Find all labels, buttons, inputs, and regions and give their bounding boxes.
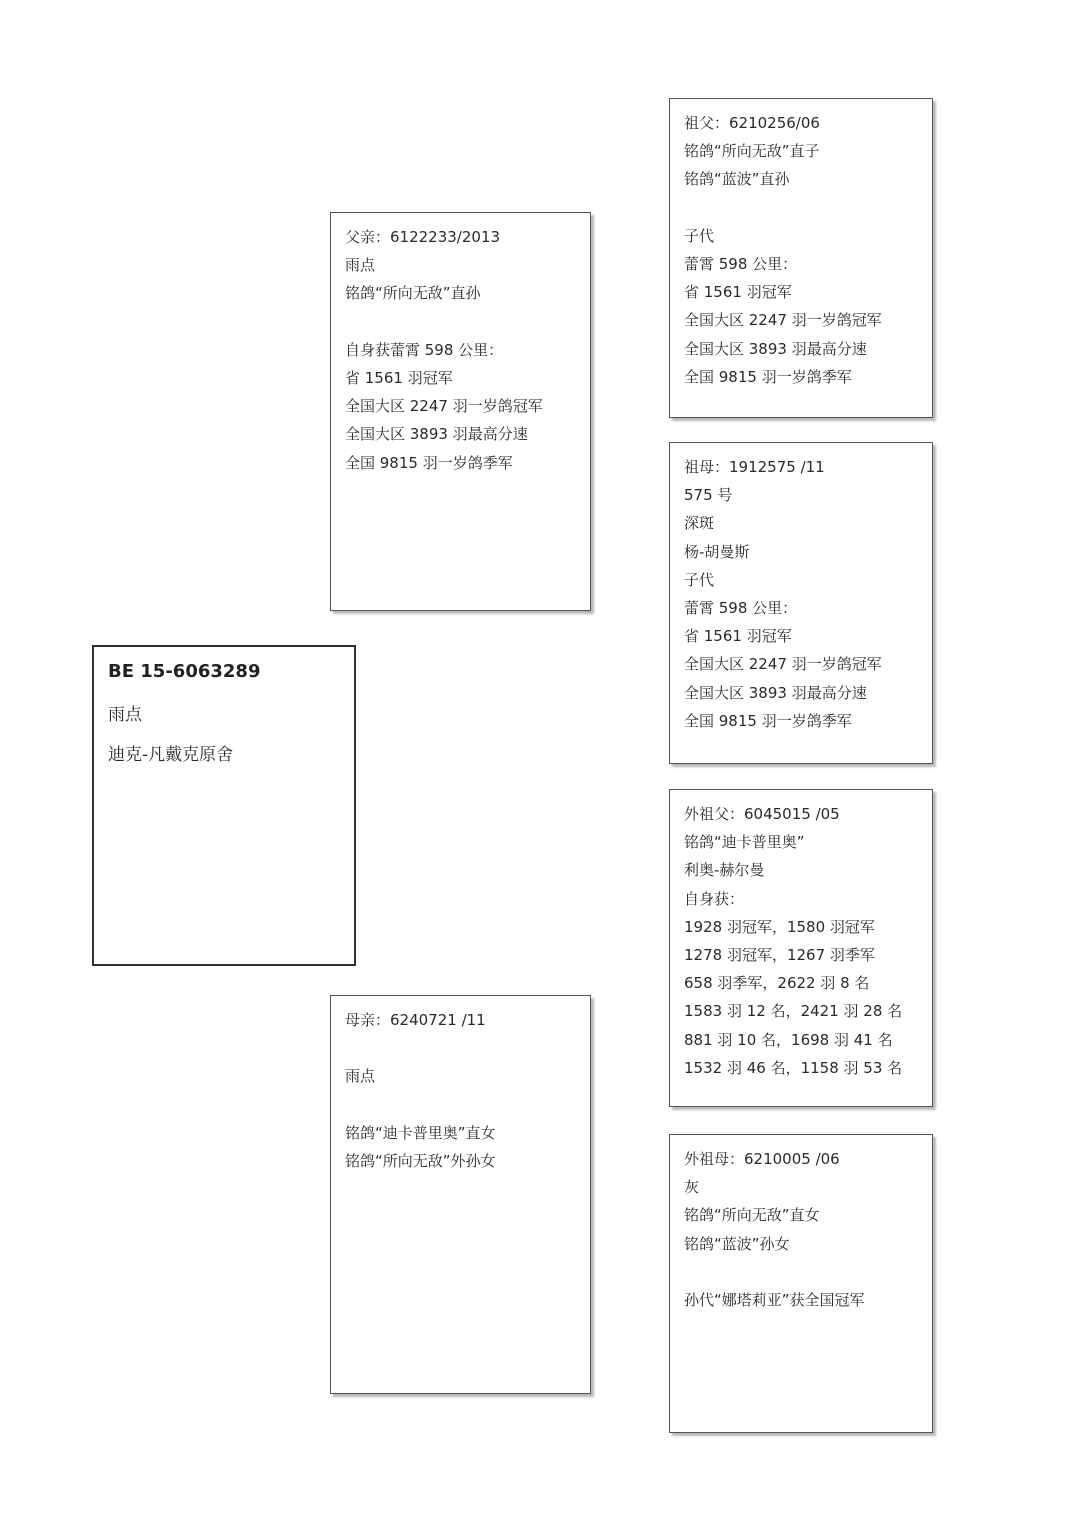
maternal-grandfather-line: 1583 羽 12 名，2421 羽 28 名 xyxy=(684,1002,903,1021)
paternal-grandfather-line: 蕾霄 598 公里： xyxy=(684,254,798,273)
father-line: 省 1561 羽冠军 xyxy=(345,368,453,387)
paternal-grandmother-line: 全国大区 3893 羽最高分速 xyxy=(684,683,867,702)
maternal-grandfather-line: 自身获： xyxy=(684,889,745,908)
maternal-grandmother-line: 孙代“娜塔莉亚”获全国冠军 xyxy=(684,1290,865,1309)
paternal-grandfather-line: 全国大区 2247 羽一岁鸽冠军 xyxy=(684,311,882,330)
mother-line: 雨点 xyxy=(345,1067,376,1086)
paternal-grandmother-line: 全国 9815 羽一岁鸽季军 xyxy=(684,711,852,730)
subject-pigeon-card xyxy=(92,645,356,966)
maternal-grandmother-line: 铭鸽“所向无敌”直女 xyxy=(684,1206,820,1225)
father-line: 自身获蕾霄 598 公里： xyxy=(345,340,504,359)
maternal-grandfather-card xyxy=(669,789,933,1107)
subject-ring-number: BE 15-6063289 xyxy=(108,661,261,682)
mother-line xyxy=(345,1091,576,1119)
paternal-grandmother-line: 省 1561 羽冠军 xyxy=(684,627,792,646)
paternal-grandfather-card xyxy=(669,98,933,418)
paternal-grandmother-line: 深斑 xyxy=(684,514,715,533)
paternal-grandmother-line: 杨-胡曼斯 xyxy=(684,542,750,561)
maternal-grandfather-line: 利奥-赫尔曼 xyxy=(684,861,765,880)
paternal-grandfather-line: 铭鸽“蓝波”直孙 xyxy=(684,170,790,189)
father-line: 父亲：6122233/2013 xyxy=(345,228,501,246)
maternal-grandfather-line: 881 羽 10 名，1698 羽 41 名 xyxy=(684,1030,893,1049)
paternal-grandfather-line: 全国大区 3893 羽最高分速 xyxy=(684,339,867,358)
maternal-grandfather-line: 658 羽季军，2622 羽 8 名 xyxy=(684,974,870,993)
father-line: 铭鸽“所向无敌”直孙 xyxy=(345,284,481,303)
maternal-grandmother-line: 灰 xyxy=(684,1178,700,1197)
paternal-grandmother-card xyxy=(669,442,933,764)
father-line: 雨点 xyxy=(345,256,376,275)
father-line: 全国 9815 羽一岁鸽季军 xyxy=(345,453,513,472)
subject-color: 雨点 xyxy=(108,705,142,725)
father-line: 全国大区 2247 羽一岁鸽冠军 xyxy=(345,397,543,416)
paternal-grandfather-line: 省 1561 羽冠军 xyxy=(684,283,792,302)
paternal-grandfather-line: 铭鸽“所向无敌”直子 xyxy=(684,142,820,161)
father-line: 全国大区 3893 羽最高分速 xyxy=(345,425,528,444)
paternal-grandmother-line: 全国大区 2247 羽一岁鸽冠军 xyxy=(684,655,882,674)
paternal-grandfather-line: 子代 xyxy=(684,226,715,245)
paternal-grandmother-line: 祖母：1912575 /11 xyxy=(684,458,825,476)
maternal-grandfather-line: 外祖父：6045015 /05 xyxy=(684,805,840,823)
paternal-grandfather-line: 全国 9815 羽一岁鸽季军 xyxy=(684,367,852,386)
mother-line: 铭鸽“所向无敌”外孙女 xyxy=(345,1151,496,1170)
mother-card xyxy=(330,995,591,1394)
maternal-grandfather-line: 1278 羽冠军，1267 羽季军 xyxy=(684,945,875,964)
father-line xyxy=(345,308,576,336)
subject-breeder: 迪克-凡戴克原舍 xyxy=(108,745,234,765)
maternal-grandmother-line: 外祖母：6210005 /06 xyxy=(684,1150,840,1168)
paternal-grandfather-line xyxy=(684,194,918,222)
maternal-grandfather-line: 铭鸽“迪卡普里奥” xyxy=(684,833,805,852)
mother-line xyxy=(345,1034,576,1062)
maternal-grandfather-line: 1928 羽冠军，1580 羽冠军 xyxy=(684,917,875,936)
maternal-grandfather-line: 1532 羽 46 名，1158 羽 53 名 xyxy=(684,1058,903,1077)
paternal-grandfather-line: 祖父：6210256/06 xyxy=(684,114,820,132)
maternal-grandmother-line: 铭鸽“蓝波”孙女 xyxy=(684,1234,790,1253)
paternal-grandmother-line: 子代 xyxy=(684,570,715,589)
mother-line: 铭鸽“迪卡普里奥”直女 xyxy=(345,1123,496,1142)
paternal-grandmother-line: 575 号 xyxy=(684,486,733,505)
maternal-grandmother-card xyxy=(669,1134,933,1433)
paternal-grandmother-line: 蕾霄 598 公里： xyxy=(684,598,798,617)
mother-line: 母亲：6240721 /11 xyxy=(345,1011,486,1029)
father-card xyxy=(330,212,591,611)
maternal-grandmother-line xyxy=(684,1258,918,1286)
